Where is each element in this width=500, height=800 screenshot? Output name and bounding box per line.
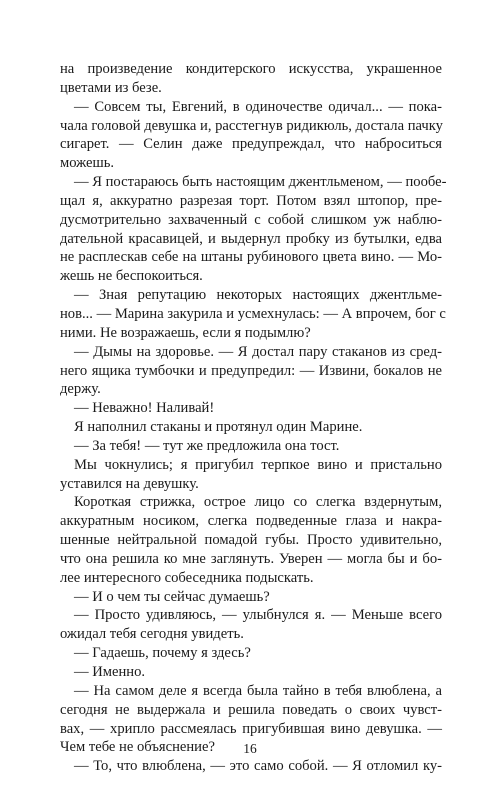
text-line: Я наполнил стаканы и протянул один Марине. [74, 419, 363, 436]
text-line: на произведение кондитерского искусства, украшенное [60, 61, 442, 77]
text-line: — Дымы на здоровье. — Я достал пару стаканов из сред- [74, 343, 442, 360]
text-line: жешь не беспокоиться. [60, 268, 203, 285]
text-line: Мы чокнулись; я пригубил терпкое вино и пристально [74, 456, 442, 473]
text-line: сегодня не выдержала и решила поведать о своих чувст- [60, 701, 442, 718]
text-line: ними. Не возражаешь, если я подымлю? [60, 324, 311, 341]
text-line: — Именно. [74, 664, 146, 680]
page-text [60, 60, 447, 776]
text-line: щал я, аккуратно разрезая торт. Потом взял штопор, пре- [60, 192, 442, 209]
page-number: 16 [243, 741, 257, 756]
text-line: — Совсем ты, Евгений, в одиночестве одичал... — пока- [74, 98, 442, 115]
text-line: Чем тебе не объяснение? [60, 739, 215, 756]
text-line: — Зная репутацию некоторых настоящих джентльме- [74, 287, 442, 304]
text-line: уставился на девушку. [60, 475, 199, 492]
text-line: держу. [60, 381, 101, 398]
text-line: — Я постараюсь быть настоящим джентльменом, — пообе- [74, 174, 447, 191]
text-line: цветами из безе. [60, 79, 162, 96]
text-line: можешь. [60, 155, 115, 172]
text-line: лее интересного собеседника подыскать. [60, 569, 314, 586]
text-line: что она решила ко мне заглянуть. Уверен — могла бы и бо- [60, 550, 442, 567]
text-line: — И о чем ты сейчас думаешь? [74, 588, 270, 605]
text-line: дусмотрительно захваченный с собой слишком уж наблю- [60, 211, 442, 228]
text-line: шенные нейтральной помадой губы. Просто удивительно, [60, 532, 442, 549]
text-line: не расплескав себе на штаны рубинового цвета вино. — Мо- [60, 249, 442, 266]
text-line: дательной красавицей, и выдернул пробку из бутылки, едва [60, 230, 442, 247]
text-line: чала головой девушка и, расстегнув ридикюль, достала пачку [60, 117, 443, 134]
text-line: — Гадаешь, почему я здесь? [74, 645, 251, 662]
text-line: сигарет. — Селин даже предупреждал, что наброситься [60, 136, 442, 153]
text-line: — На самом деле я всегда была тайно в тебя влюблена, а [74, 682, 442, 699]
text-line: — То, что влюблена, — это само собой. — Я отломил ку- [74, 758, 442, 775]
text-line: него ящика тумбочки и предупредил: — Извини, бокалов не [60, 362, 442, 379]
text-line: вах, — хрипло рассмеялась пригубившая вино девушка. — [60, 720, 442, 737]
text-line: аккуратным носиком, слегка подведенные глаза и накра- [60, 513, 442, 530]
text-line: — Неважно! Наливай! [74, 400, 215, 417]
text-line: Короткая стрижка, острое лицо со слегка вздернутым, [74, 494, 442, 511]
text-line: нов... — Марина закурила и усмехнулась: — А впрочем, бог с [60, 305, 446, 322]
text-line: ожидал тебя сегодня увидеть. [60, 626, 244, 643]
text-line: — Просто удивляюсь, — улыбнулся я. — Меньше всего [74, 607, 442, 624]
text-line: — За тебя! — тут же предложила она тост. [74, 437, 340, 454]
